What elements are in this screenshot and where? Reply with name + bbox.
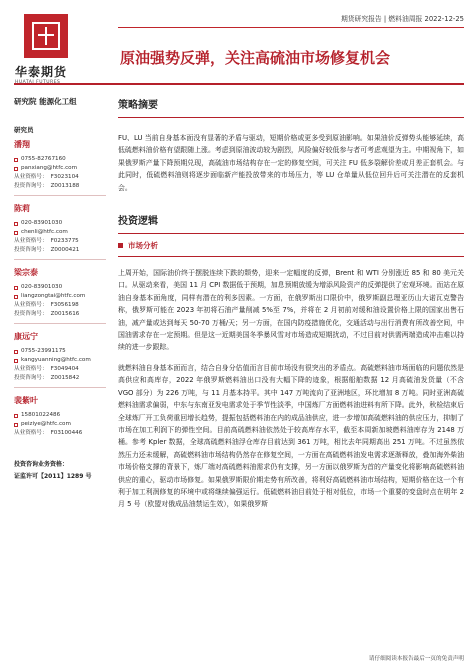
author-divider [14,387,106,388]
qualification-label: 从业资格号： [14,366,48,372]
qualification-number: F3023104 [50,174,79,180]
brand-name-cn: 华泰期货 [15,65,68,79]
qualification-label: 从业资格号： [14,174,48,180]
qualification-number: F3049404 [50,366,79,372]
author-divider [14,259,106,260]
phone: 15801022486 [21,412,61,418]
title-divider [14,83,464,85]
author-card [14,139,108,196]
analysis-paragraph: 就燃料油自身基本面而言，结合自身分估值而言目前市场没有很突出的矛盾点。高硫燃料油市场面临的问题依然是高供应和高库存，2022 年俄罗斯燃料油出口没有大幅下降的迹象，根据船舶数据 12 月高硫油发货量（不含 VGO 部分）为 226 万吨，与 11 月基本持平。其中 147 万吨流向了亚洲地区，环比增加 8 万吨。同时亚洲高硫燃料油需求偏弱，中东与东南亚发电需求处于季节性淡季，中国炼厂方面燃料油进料有所下降。此外，秋检结束后全球炼厂开工负荷重回增长趋势，提振包括燃料油在内的成品油供应，进一步增加高硫燃料油的供应压力，抑制了市场在加工利润下的弹性空间。目前高硫燃料油依然处于较高库存水平，截至本周新加坡燃料油库存为 2148 万桶。参考 Kpler 数据，全球高硫燃料油浮仓库存目前达到 361 万吨，相比去年同期高出 251 万吨。不过虽然依然压力还未缓解，高硫燃料油市场结构仍然存在修复空间，一方面在高硫燃料油发电需求逐渐释放，叠加海外柴油市场价格支撑的背景下，炼厂端对高硫燃料油需求仍有支撑，另一方面以俄罗斯为首的产量变化将影响高硫燃料油供应的重心，驱动市场修复。如果俄罗斯限价期走势有所改善，将利好高硫燃料油市场结构，短期价格在这一个有利于加工利润修复的环境中或将继续偏强运行。低硫燃料油目前处于相对低位，市场一个重要的变盘时点在明年 2 月 5 号（欧盟对俄成品油禁运生效），如果俄罗斯 [118,363,464,509]
consult-number: Z0013188 [50,183,80,189]
author-card [14,395,108,437]
qualification-row [14,430,108,437]
report-meta: 期货研究报告 | 燃料油周报 2022-12-25 [340,15,464,23]
consult-number: Z0000421 [50,247,80,253]
consult-label: 投资咨询号： [14,311,48,317]
market-analysis-heading [118,240,464,251]
phone-row [14,412,108,419]
role-label: 研究员 [14,126,34,134]
phone-row [14,348,108,355]
qualification-number: F0233775 [50,238,79,244]
market-analysis-label: 市场分析 [128,241,158,251]
qualification-number: F3056198 [50,302,79,308]
author-name: 潘翔 [14,139,30,149]
disclaimer-footer: 请仔细阅读本报告最后一页的免责声明 [368,656,464,662]
phone: 020-83901030 [21,284,63,290]
qualification-label: 从业资格号： [14,430,48,436]
email-row [14,357,108,364]
phone-icon [14,158,18,162]
qualification-label: 从业资格号： [14,302,48,308]
license-number: 证监许可【2011】1289 号 [14,473,92,480]
qualification-label: 从业资格号： [14,238,48,244]
square-bullet-icon [118,243,123,248]
consult-row [14,311,108,318]
author-card [14,203,108,260]
qualification-row [14,238,108,245]
phone-row [14,220,108,227]
huatai-logo [24,14,68,58]
main-content [118,96,464,511]
qualification-row [14,302,108,309]
report-title: 原油强势反弹，关注高硫油市场修复机会 [120,49,391,67]
email[interactable]: peiziye@htfc.com [21,421,71,427]
phone-icon [14,414,18,418]
author-name: 梁宗泰 [14,267,38,277]
email[interactable]: chenli@htfc.com [21,229,68,235]
author-divider [14,195,106,196]
analysis-paragraph: 上周开始，国际油价终于摆脱连续下跌的颓势，迎来一定幅度的反弹，Brent 和 WTI 分别涨近 85 和 80 美元关口。从驱动来看，美国 11 月 CPI 数据低于预期，加息预期放缓为增添风险资产的反弹提供了宏观环境。而站在原油自身基本面角度，同样有潜在的利多因素。一方面，在俄罗斯出口限价中，俄罗斯副总理亚历山大诺瓦克警告称，俄罗斯可能在 2023 年初将石油产量削减 5%至 7%，并将在 2 月初前对缓和油设置价格上限的国家出售石油，减产量或达到每天 50-70 万桶/天；另一方面，在国内防疫措施优化，交通活动与出行消费有所改善空间，中国油需求存在一定预期。但是这一近期美国冬季暴风雪对市场造成短期扰动，不过目前对供需两端造成冲击难以持续的进一步跟踪。 [118,269,464,352]
phone-row [14,156,108,163]
summary-paragraph: FU、LU 当前自身基本面没有显著的矛盾与驱动，短期价格或更多受到原油影响。如果油价反弹势头能够延续，高低硫燃料油价格有望跟随上涨。考虑到原油波动较为剧烈，风险偏好较低参与者可考虑观望为主。中期视角下，如果俄罗斯产量下降预期兑现，高硫油市场结构存在一定的修复空间，可关注 FU 低多裂解价差或月差正套机会。与此同时，低硫燃料油则将逐步面临新产能投放带来的市场压力，等 LU 仓单量从低位回升后可关注潜在的反套机会。 [118,134,464,192]
license-heading: 投资咨询业务资格： [14,461,69,468]
department: 研究院 能源化工组 [14,97,77,106]
email-icon [14,359,18,363]
email-icon [14,167,18,171]
email-icon [14,423,18,427]
qualification-row [14,366,108,373]
summary-heading: 策略摘要 [118,96,464,118]
author-card [14,267,108,324]
header-divider [118,27,464,28]
email-row [14,421,108,428]
subsection-divider [118,256,464,257]
consult-label: 投资咨询号： [14,247,48,253]
qualification-number: F03100446 [50,430,83,436]
phone-icon [14,350,18,354]
phone-icon [14,286,18,290]
email[interactable]: liangzongtai@htfc.com [21,293,86,299]
author-name: 裴紫叶 [14,395,38,405]
email-row [14,229,108,236]
email-row [14,293,108,300]
email-icon [14,295,18,299]
logo-mark-icon [32,22,60,50]
email[interactable]: kangyuanning@htfc.com [21,357,91,363]
phone: 0755-23991175 [21,348,66,354]
logic-heading: 投资逻辑 [118,212,464,234]
consult-label: 投资咨询号： [14,183,48,189]
consult-row [14,183,108,190]
email-icon [14,231,18,235]
qualification-row [14,174,108,181]
consult-label: 投资咨询号： [14,375,48,381]
author-card [14,331,108,388]
email-row [14,165,108,172]
email[interactable]: panxiang@htfc.com [21,165,78,171]
author-name: 康远宁 [14,331,38,341]
author-name: 陈莉 [14,203,30,213]
consult-number: Z0015616 [50,311,80,317]
consult-row [14,247,108,254]
consult-number: Z0015842 [50,375,80,381]
phone-row [14,284,108,291]
phone-icon [14,222,18,226]
analyst-sidebar [14,96,108,480]
phone: 0755-82767160 [21,156,66,162]
phone: 020-83901030 [21,220,63,226]
consult-row [14,375,108,382]
author-divider [14,323,106,324]
